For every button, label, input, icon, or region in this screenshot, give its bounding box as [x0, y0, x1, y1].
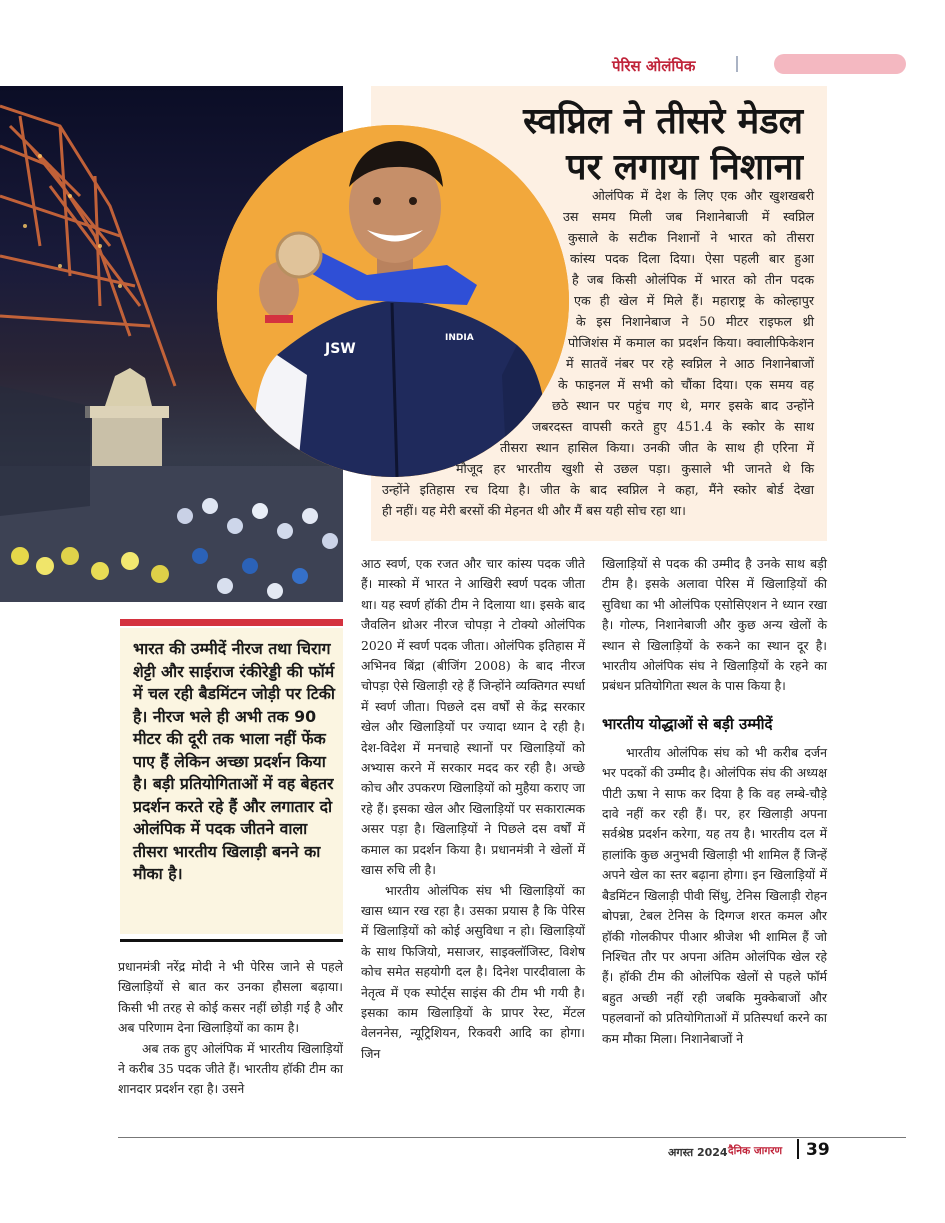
body-column-3	[602, 554, 827, 1049]
lead-line: है जब किसी ओलंपिक में भारत को तीन पदक	[572, 272, 814, 287]
issue-date: अगस्त 2024	[668, 1146, 728, 1159]
headline-line-1: स्वप्निल ने तीसरे मेडल	[523, 100, 803, 142]
quote-top-rule	[120, 619, 343, 626]
lead-line: पोजिशंस में कमाल का प्रदर्शन किया। क्वालीफिकेशन	[568, 335, 814, 350]
footer-rule	[118, 1137, 906, 1138]
lead-line: जबरदस्त वापसी करते हुए 451.4 के स्कोर के साथ	[532, 419, 814, 434]
page-number: 39	[806, 1140, 830, 1160]
jersey-country-text: INDIA	[445, 333, 474, 343]
athlete-medal-photo	[217, 125, 569, 477]
paragraph: भारतीय ओलंपिक संघ भी खिलाड़ियों का खास ध्यान रख रहा है। उसका प्रयास है कि पेरिस में खिलाड़ियों को कोई असुविधा न हो। खिलाड़ियों के साथ फिजियो, मसाजर, साइक्लॉजिस्ट, विशेष कोच समेत सहयोगी दल है। दिनेश पारदीवाला के नेतृत्व में एक स्पोर्ट्स साइंस की टीम भी गयी है। इसका काम खिलाड़ियों के प्रापर रेस्ट, मेंटल वेलननेस, न्यूट्रिशियन, रिकवरी आदि का होगा। जिन	[361, 882, 585, 1061]
lead-line: उस समय मिली जब निशानेबाजी में स्वप्निल	[563, 209, 814, 224]
lead-line: के इस निशानेबाज ने 50 मीटर राइफल थ्री	[576, 314, 814, 329]
paragraph: खिलाड़ियों से पदक की उम्मीद है उनके साथ बड़ी टीम है। इसके अलावा पेरिस में खिलाड़ियों की सुविधा का भी ओलंपिक एसोसिएशन ने ध्यान रखा है। गोल्फ, निशानेबाजी और कुछ अन्य खेलों के स्थान से खिलाड़ियों के रुकने का स्थान दूर है। भारतीय ओलंपिक संघ ने खिलाड़ियों के रहने का प्रबंधन प्रतियोगिता स्थल के पास किया है।	[602, 556, 827, 694]
subheading: भारतीय योद्धाओं से बड़ी उम्मीदें	[602, 714, 773, 733]
section-divider	[736, 56, 738, 72]
jersey-brand-text: JSW	[325, 341, 356, 357]
headline-line-2: पर लगाया निशाना	[566, 146, 803, 188]
paragraph: अब तक हुए ओलंपिक में भारतीय खिलाड़ियों ने करीब 35 पदक जीते हैं। भारतीय हॉकी टीम का शानदार प्रदर्शन रहा है। उसने	[118, 1040, 343, 1097]
decorative-pill	[774, 54, 906, 74]
paragraph: आठ स्वर्ण, एक रजत और चार कांस्य पदक जीते हैं। मास्को में भारत ने आखिरी स्वर्ण पदक जीता था। यह स्वर्ण हॉकी टीम ने दिलाया था। इसके बाद जैवलिन थ्रोअर नीरज चोपड़ा ने टोक्यो ओलंपिक 2020 में स्वर्ण पदक जीता। ओलंपिक इतिहास में अभिनव बिंद्रा (बीजिंग 2008) के बाद नीरज चोपड़ा ऐसे खिलाड़ी रहे हैं जिन्होंने व्यक्तिगत स्पर्धा में स्वर्ण जीता। पिछले दस वर्षों से केंद्र सरकार खेल और खिलाड़ियों पर ज्यादा ध्यान दे रही है। देश-विदेश में मनचाहे स्थानों पर खिलाड़ियों को अभ्यास करने में सरकार मदद कर रही है। अच्छे कोच और उपकरण खिलाड़ियों को मुहैया कराए जा रहे हैं। इसका खेल और खिलाड़ियों पर सकारात्मक असर पड़ा है। खिलाड़ियों ने पिछले दस वर्षों में कमाल का प्रदर्शन किया है। प्रधानमंत्री ने खेलों में खास रुचि ली है।	[361, 556, 585, 878]
section-label: पेरिस ओलंपिक	[612, 57, 696, 75]
lead-line: उन्होंने इतिहास रच दिया है। जीत के बाद स्वप्निल ने कहा, मैंने स्कोर बोर्ड देखा	[382, 482, 814, 497]
lead-line: में सातवें नंबर पर रहे स्वप्निल ने आठ निशानेबाजों	[566, 356, 814, 371]
lead-line: तीसरा स्थान हासिल किया। उनकी जीत के साथ ही एरिना में	[500, 440, 814, 455]
footer-divider	[797, 1139, 799, 1159]
lead-line: मौजूद हर भारतीय खुशी से उछल पड़ा। कुसाले भी जानते थे कि	[456, 461, 814, 476]
lead-line: एक ही खेल में मिले हैं। महाराष्ट्र के कोल्हापुर	[574, 293, 814, 308]
quote-bottom-rule	[120, 939, 343, 942]
lead-line: के फाइनल में सभी को चौंका दिया। एक समय वह	[558, 377, 814, 392]
paragraph: प्रधानमंत्री नरेंद्र मोदी ने भी पेरिस जाने से पहले खिलाड़ियों से बात कर उनका हौसला बढ़ाया। किसी भी तरह से कोई कसर नहीं छोड़ी गई है और अब परिणाम देना खिलाड़ियों का काम है।	[118, 959, 343, 1036]
pull-quote-text: भारत की उम्मीदें नीरज तथा चिराग शेट्टी और साईराज रंकीरेड्डी की फॉर्म में चल रही बैडमिंटन जोड़ी पर टिकी है। नीरज भले ही अभी तक 90 मीटर की दूरी तक भाला नहीं फेंक पाए हैं लेकिन अच्छा प्रदर्शन किया है। बड़ी प्रतियोगिताओं में वह बेहतर प्रदर्शन करते रहे हैं और लगातार दो ओलंपिक में पदक जीतने वाला तीसरा भारतीय खिलाड़ी बनने का मौका है।	[133, 639, 335, 883]
paragraph: भारतीय ओलंपिक संघ को भी करीब दर्जन भर पदकों की उम्मीद है। ओलंपिक संघ की अध्यक्ष पीटी ऊषा ने साफ कर दिया है कि वह लम्बे-चौड़े दावे नहीं कर रही हैं। पर, हर खिलाड़ी अपना सर्वश्रेष्ठ प्रदर्शन करेगा, यह तय है। भारतीय दल में हालांकि कुछ अनुभवी खिलाड़ी भी शामिल हैं जिन्हें अपने खेल का स्तर बढ़ाना होगा। इन खिलाड़ियों में बैडमिंटन खिलाड़ी पीवी सिंधु, टेनिस खिलाड़ी रोहन बोपन्ना, टेबल टेनिस के दिग्गज शरत कमल और हॉकी गोलकीपर पीआर श्रीजेश भी शामिल हैं जो निश्चित तौर पर अपना अंतिम ओलंपिक खेल रहे हैं। हॉकी टीम की ओलंपिक खेलों से पहले फॉर्म बहुत अच्छी नहीं रही जबकि मुक्केबाजों और पहलवानों को प्रतियोगिताओं में प्रतिस्पर्धा करने का कम मौका मिला। निशानेबाजों ने	[602, 744, 827, 1046]
lead-line: ओलंपिक में देश के लिए एक और खुशखबरी	[592, 188, 814, 203]
body-column-1	[118, 957, 343, 1100]
lead-line: कुसाले के सटीक निशानों ने भारत को तीसरा	[568, 230, 814, 245]
body-column-2	[361, 554, 585, 1064]
lead-line: छठे स्थान पर पहुंच गए थे, मगर इसके बाद उन्होंने	[552, 398, 814, 413]
lead-line: ही नहीं। यह मेरी बरसों की मेहनत थी और मैं बस यही सोच रहा था।	[382, 503, 686, 518]
publication-logo: दैनिक जागरण	[728, 1145, 783, 1157]
lead-line: कांस्य पदक दिला दिया। ऐसा पहली बार हुआ	[570, 251, 814, 266]
